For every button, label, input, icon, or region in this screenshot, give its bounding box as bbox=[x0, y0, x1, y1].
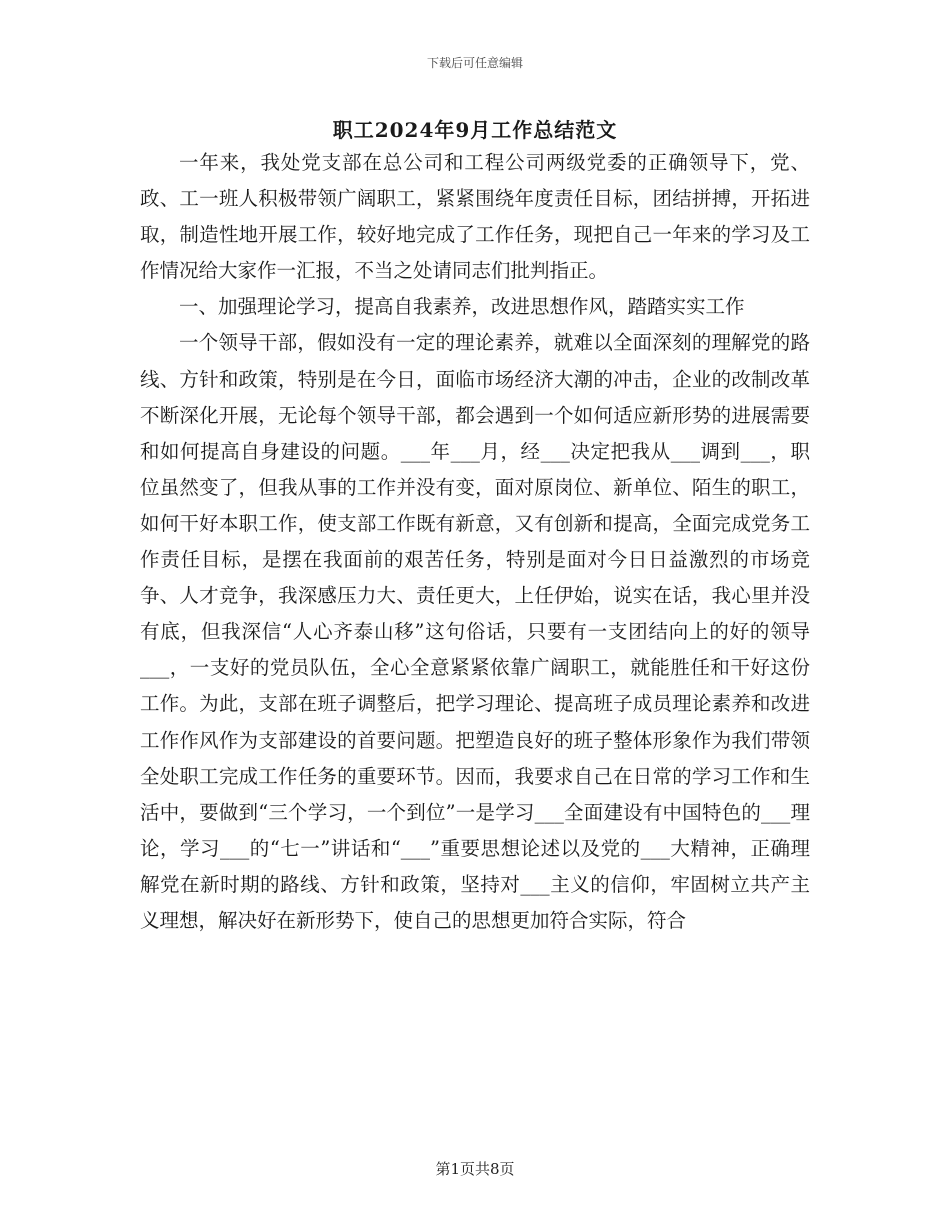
page-number: 第1页共8页 bbox=[435, 1160, 515, 1178]
document-title: 职工2024年9月工作总结范文 bbox=[332, 118, 618, 142]
page-header-note: 下载后可任意编辑 bbox=[426, 56, 523, 70]
paragraph-section-1: 一个领导干部，假如没有一定的理论素养，就难以全面深刻的理解党的路线、方针和政策，特别是在今日，面临市场经济大潮的冲击，企业的改制改革不断深化开展，无论每个领导干部，都会遇到一个如何适应新形势的进展需要和如何提高自身建设的问题。___年___月，经___决定把我从___调到___，职位虽然变了，但我从事的工作并没有变，面对原岗位、新单位、陌生的职工，如何干好本职工作，使支部工作既有新意，又有创新和提高，全面完成党务工作责任目标，是摆在我面前的艰苦任务，特别是面对今日日益激烈的市场竞争、人才竞争，我深感压力大、责任更大，上任伊始，说实在话，我心里并没有底，但我深信“人心齐泰山移”这句俗话，只要有一支团结向上的好的领导___，一支好的党员队伍，全心全意紧紧依靠广阔职工，就能胜任和干好这份工作。为此，支部在班子调整后，把学习理论、提高班子成员理论素养和改进工作作风作为支部建设的首要问题。把塑造良好的班子整体形象作为我们带领全处职工完成工作任务的重要环节。因而，我要求自己在日常的学习工作和生活中，要做到“三个学习，一个到位”一是学习___全面建设有中国特色的___理论，学习___的“七一”讲话和“___”重要思想论述以及党的___大精神，正确理解党在新时期的路线、方针和政策，坚持对___主义的信仰，牢固树立共产主义理想，解决好在新形势下，使自己的思想更加符合实际，符合 bbox=[140, 331, 810, 932]
document-body bbox=[140, 145, 810, 939]
paragraph-intro: 一年来，我处党支部在总公司和工程公司两级党委的正确领导下，党、政、工一班人积极带领广阔职工，紧紧围绕年度责任目标，团结拼搏，开拓进取，制造性地开展工作，较好地完成了工作任务，现把自己一年来的学习及工作情况给大家作一汇报，不当之处请同志们批判指正。 bbox=[140, 151, 810, 283]
section-heading-1: 一、加强理论学习，提高自我素养，改进思想作风，踏踏实实工作 bbox=[179, 295, 745, 319]
